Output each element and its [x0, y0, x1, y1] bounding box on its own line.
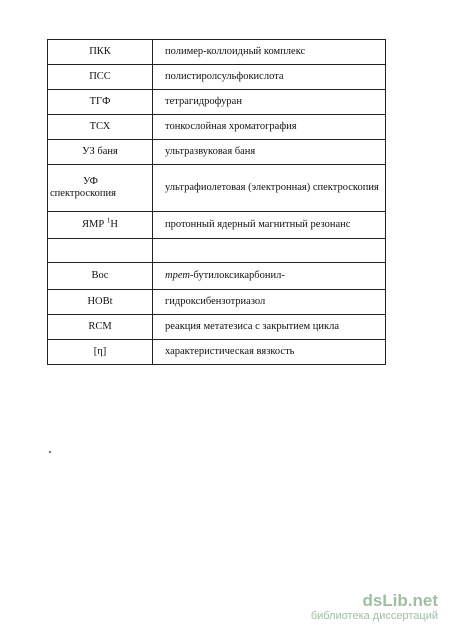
abbreviation-line: УФ	[83, 176, 98, 187]
definition-rest: -бутилоксикарбонил-	[189, 270, 285, 281]
table-row	[48, 140, 386, 165]
table-row	[48, 165, 386, 212]
table-row	[48, 239, 386, 263]
definition-cell: тетрагидрофуран	[153, 90, 386, 115]
table-row	[48, 315, 386, 340]
abbreviation-cell: [η]	[48, 340, 153, 365]
definition-italic: трет	[165, 270, 190, 281]
table-row	[48, 40, 386, 65]
abbreviation-line: спектроскопия	[50, 188, 116, 199]
abbreviation-cell: УЗ баня	[48, 140, 153, 165]
table-row	[48, 263, 386, 290]
watermark	[311, 592, 438, 623]
abbreviation-cell	[48, 165, 153, 212]
definition-cell: полистиролсульфокислота	[153, 65, 386, 90]
definition-cell: характеристическая вязкость	[153, 340, 386, 365]
definition-cell: ультразвуковая баня	[153, 140, 386, 165]
abbreviation-cell: Boc	[48, 263, 153, 290]
abbreviations-table	[47, 39, 386, 365]
watermark-subtitle: библиотека диссертаций	[310, 610, 438, 622]
abbreviation-cell: ПКК	[48, 40, 153, 65]
table-row	[48, 212, 386, 239]
table-row	[48, 290, 386, 315]
definition-cell: тонкослойная хроматография	[153, 115, 386, 140]
table-row	[48, 340, 386, 365]
abbreviation-cell: ТГФ	[48, 90, 153, 115]
abbreviation-tail: Н	[110, 219, 118, 230]
definition-cell	[153, 239, 386, 263]
definition-cell: полимер-коллоидный комплекс	[153, 40, 386, 65]
definition-cell: протонный ядерный магнитный резонанс	[153, 212, 386, 239]
superscript: 1	[106, 216, 111, 225]
abbreviation-cell: HOBt	[48, 290, 153, 315]
abbreviation-text: ЯМР	[82, 219, 105, 230]
abbreviation-cell: ПСС	[48, 65, 153, 90]
abbreviation-cell: ТСХ	[48, 115, 153, 140]
table-row	[48, 115, 386, 140]
definition-cell: реакция метатезиса с закрытием цикла	[153, 315, 386, 340]
definition-cell: гидроксибензотриазол	[153, 290, 386, 315]
table-row	[48, 65, 386, 90]
definition-cell: ультрафиолетовая (электронная) спектроскопия	[153, 165, 386, 212]
scan-speck	[49, 451, 51, 453]
table-row	[48, 90, 386, 115]
abbreviation-cell	[48, 212, 153, 239]
definition-cell	[153, 263, 386, 290]
watermark-logo: dsLib.net	[362, 591, 438, 610]
abbreviation-cell: RCM	[48, 315, 153, 340]
abbreviation-cell	[48, 239, 153, 263]
